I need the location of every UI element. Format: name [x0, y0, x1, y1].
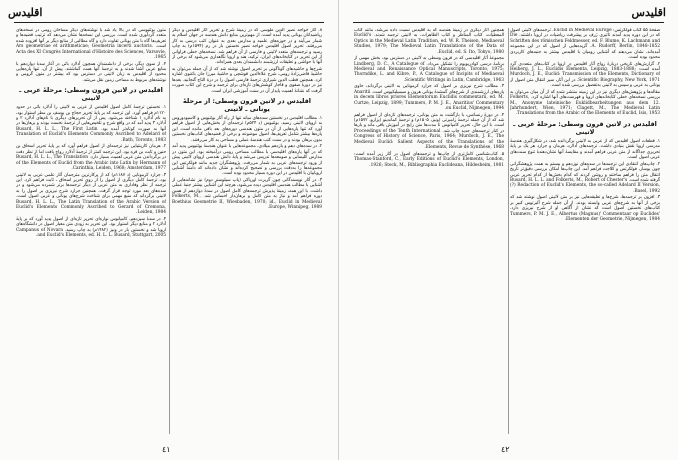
paragraph: صفحهٔ ۵۵ کتاب فولکرتس: Euclid in Medieval Europe. ترجمه‌های لاتینی اصول که در این دوره پدید آمدند تأثیری ژرف بر پیشرفت ریاضیات در اروپا داشتند. Die Schriften des römischen Feldmesser, ed. F. Blume, K. Lachmann and A. Rudorff, Berlin, 1848-1852. گزیده‌هایی از اصول که در این مجموعه آمده‌اند، نشان می‌دهند که آشنایی رومیان با اقلیدس بیشتر به جنبه‌های کاربردی محدود بوده است.: [510, 28, 660, 61]
left-page-left-column: [16, 28, 166, 438]
right-page-left-column: [354, 28, 504, 438]
paragraph: ۲. چاپ‌های انتقادی این ترجمه‌ها در سده‌های نوزدهم و بیستم به همت پژوهشگرانی چون بوسار، فولکرتس و کلاجت فراهم آمد. این چاپ‌ها امکان بررسی دقیق‌تر تاریخ انتقال متن را فراهم ساختند و روشن کردند که کدام بخش‌ها از کدام تحریر عربی گرفته شده است. Busard, H. L. L. and Folkerts, M., Robert of Chester's (?) Redaction of Euclid's Elements, the so-called Adelard II Version, Basel, 1992.: [510, 161, 660, 194]
paragraph: ۵. کتاب‌شناسی کامل‌تری از چاپ‌ها و ترجمه‌های اصول در آثار زیر آمده است: Thomas-Stanford, C., Early Editions of Euclid's Elements, London, 1926; Steck, M., Bibliographia Euclideana, Hildesheim, 1981.: [354, 151, 504, 168]
section-heading: اقلیدس در لاتین قرون وسطی: مرحلهٔ عربی ـ لاتینی: [513, 119, 657, 136]
right-page: [339, 0, 678, 460]
paragraph: متون بوئتیوسی که در بالا یاد شد با نوشته‌های دیگر مساحان رومی در نسخه‌های متعدد گردآوری شده است. بررسی این نسخه‌ها نشان می‌دهد که ترتیب قضیه‌ها و تعریف‌ها گاه با متن یونانی تفاوت دارد و گاه مطالبی از منابع دیگر بر آنها افزوده شده است. Ars geometriae et arithmeticae; Geometria incerti auctoris. Acta des XI Congrès International d'Histoire des Sciences, Varsovie, 1965.: [16, 28, 166, 61]
running-head-right: اقليدس: [631, 6, 666, 19]
paragraph: ۱. قطعات اصول اقلیدس که از عربی به لاتینی برگردانده شد، در شکل‌گیری هندسهٔ مدرسی اروپا نقش بنیادی داشت. ترجمه‌های آدلارد، هرمان و جرارد هر یک بر پایهٔ تحریری جداگانه از متن عربی فراهم آمدند و مقایسهٔ آنها نشان‌دهندهٔ تنوع سنت‌های عربی اصول است.: [510, 138, 660, 161]
paragraph: ۱. مطالب اقلیدس در نخستین سده‌های میانه تنها از راه آثار بوئتیوس و کاسیودوروس به اروپای لاتینی رسید. بوئتیوس (د ۵۲۴م) ترجمه‌ای از بخش‌هایی از اصول فراهم آورد که تنها پاره‌هایی از آن در متون هندسی دوره‌های بعد باقی مانده است. این پاره‌ها بیشتر شامل تعریف‌ها، اصول موضوعه و برخی از قضیه‌های کتاب‌های نخستین بدون برهان بودند و در سنت کتب هندسهٔ عملی و مساحی به کار می‌رفتند.: [172, 116, 322, 143]
column-divider: [508, 28, 509, 434]
paragraph: ۴. از سوی دیگر، برخی از دانشمندان همچون آدلارد باثی در آغاز سدهٔ دوازدهم با منابع عربی آشنا شدند و به ترجمهٔ آنها همت گماشتند. پیش از آن، تنها پاره‌هایی محدود از اقلیدس به زبان لاتینی در دسترس بود که بیشتر در متون گرومی و نوشته‌های مربوط به مساحی زمین نقل می‌شد.: [16, 61, 166, 83]
header-rule: [353, 22, 664, 23]
section-heading: اقلیدس در لاتین قرون وسطی: از مرحلهٔ یونانی ـ لاتینی: [183, 97, 311, 114]
right-page-right-column: [510, 28, 660, 438]
paragraph: ۳. جرارد کرمونایی (د ۱۱۸۷م) که از پرکارترین مترجمان آثار علمی عربی به لاتینی بود، ترجمهٔ کامل دیگری از اصول را از روی تحریر اسحاق ـ ثابت فراهم کرد. این ترجمه از نظر وفاداری به متن عربی از دیگر ترجمه‌ها برتر شمرده می‌شود و در سده‌های بعد مورد توجه قرار گرفت. همچنین جرارد شرح نیریزی بر اصول را به لاتینی برگرداند که منبع مهمی برای شناخت شرح‌های یونانی و عربی اصول است. Busard, H. L. L., The Latin Translation of the Arabic Version of Euclid's Elements Commonly Ascribed to Gerard of Cremona, Leiden, 1984.: [16, 172, 166, 216]
section-heading: اقلیدس در لاتین قرون وسطی: مرحلهٔ عربی ـ لاتینی: [19, 86, 163, 103]
paragraph: ۳. افزون بر ترجمه‌ها، شرح‌ها و تعلیقه‌هایی نیز بر متن لاتینی اصول نوشته شد که برخی از آنها به شرح‌های عربی وابسته بودند. از آن جمله شرح آلبرتوس کبیر بر کتاب‌های نخستین اصول است که نشان از آگاهی او از شرح نیریزی دارد. Tummers, P. M. J. E., Albertus (Magnus)' Commentaar op Euclides' Elementen der Geometrie, Nijmegen, 1984.: [510, 195, 660, 222]
header-rule: [14, 22, 324, 23]
paragraph: ۸. آثار خواجه نصیر الدین طوسی که در زمینهٔ شرح و تحریر آثار اقلیدس و دیگر ریاضیدانان یونانی پدید آمده است، از مهم‌ترین منابع دانش هندسه در جهان اسلام به شمار می‌آیند و در حوزه‌های علمیه و مدارس بعدی به عنوان کتب درسی به کار می‌رفتند. تحریر اصول اقلیدس خواجه نصیر نخستین بار در رم (۱۵۹۴م) به چاپ رسید و ترجمه‌های متعدد لاتینی و فارسی از آن فراهم شد. نسخه‌های خطی فراوانی از این تحریر در کتابخانه‌های ایران، ترکیه، هند و اروپا نگاهداری می‌شود که برخی از آنها با حواشی و تعلیقات ارزشمند دانشمندان بعدی همراه‌اند.: [172, 28, 322, 66]
paragraph: ۱. نخستین ترجمهٔ کامل اصول اقلیدس از عربی به لاتینی را آدلارد باثی در حدود ۱۱۲۰م فراهم آورد. این ترجمه که بر پایهٔ تحریر حجاج بن یوسف بن مطر استوار بود، به نام آدلارد ۱ شناخته می‌شود. پس از آن تحریرهای دیگری با نام‌های آدلارد ۲ و آدلارد ۳ پدید آمد که در واقع شرح و تلخیص‌هایی از ترجمهٔ نخست بودند و برهان‌ها در آنها به صورت کوتاه‌تر آمده بود. Busard, H. L. L., The First Latin Translation of Euclid's Elements Commonly Ascribed to Adelard of Bath, Toronto, 1983.: [16, 105, 166, 143]
paragraph: ۲. گزارش‌های تاریخی دربارهٔ رواج آثار اقلیدس در اروپا در کتاب‌های متعددی گرد آمده است: Heiberg, J. L., Euclidis Elementa, Leipzig, 1883-1888; Murdoch, J. E., Euclid: Transmission of the Elements, Dictionary of Scientific Biography, New York, 1971. در این آثار، سیر انتقال متن اصول از یونانی به عربی و سپس به لاتینی به‌تفصیل بررسی شده است.: [510, 61, 660, 89]
paragraph: ۳. در آثار نویسندگانی چون گربرت اوریاکی (پاپ سیلوستر دوم) نیز نشانه‌هایی از آشنایی با مطالب هندسی اقلیدس دیده می‌شود، هرچند این آشنایی بیشتر جنبهٔ عملی داشت. با این همه، زمینهٔ پذیرش ترجمه‌های کامل اصول در سدهٔ دوازدهم از همین دوره فراهم آمد و نیاز به متن کامل و برهان‌دار احساس شد. Folkerts, M., Boethius Geometrie II, Wiesbaden, 1970; id., Euclid in Medieval Europe, Winnipeg, 1989.: [172, 177, 322, 210]
paragraph: مقاله‌ها و پژوهش‌های دیگری نیز در این زمینه منتشر شده که از آن میان می‌توان به بررسی نسخه‌های خطی کتابخانه‌های اروپا و فهرست‌های آنها اشاره کرد. Folkerts, M., Anonyme lateinische Euklidbearbeitungen aus dem 12. Jahrhundert, Wien, 1971; Clagett, M., The Medieval Latin Translations from the Arabic of the Elements of Euclid, Isis, 1953.: [510, 89, 660, 117]
paragraph: ۲. هرمان کارینتیایی نیز ترجمه‌ای از اصول فراهم آورد که بر پایهٔ تحریر اسحاق بن حنین و ثابت بن قره بود. این ترجمه کمتر از ترجمهٔ آدلارد رواج یافت اما از نظر دقت در برگرداندن متن عربی اهمیت بسیار دارد. Busard, H. L. L., The Translation of the Elements of Euclid from the Arabic into Latin by Hermann of Carinthia, Leiden, 1968; Amsterdam, 1977.: [16, 144, 166, 171]
paragraph: ۴. در سدهٔ سیزدهم، کامپانوس نواره‌ای تحریر تازه‌ای از اصول پدید آورد که بر پایهٔ آدلارد ۲ و منابع دیگر استوار بود. این تحریر به زودی متن معیار اصول در دانشگاه‌های اروپا شد و نخستین بار در ونیز (۱۴۸۲م) به چاپ رسید. Campanus of Novara and Euclid's Elements, ed. H. L. L. Busard, Stuttgart, 2005.: [16, 216, 166, 239]
paragraph: شرح‌ها و حاشیه‌های گوناگونی بر تحریر اصول نوشته شد که از آن جمله می‌توان به حاشیهٔ قاضی‌زادهٔ رومی، شرح علاءالدین قوشچی و حاشیهٔ میرزا جان باغنوی اشاره کرد. همچنین قطب الدین شیرازی ترجمهٔ فارسی اصول را در درة التاج گنجانید. بعدها نیز در دورهٔ صفوی و قاجار کوشش‌های تازه‌ای برای ترجمه و شرح این کتاب صورت گرفت که نشانهٔ اهمیت پایدار آن در سنت آموزشی ایران است.: [172, 67, 322, 94]
paragraph: ۴. در دورهٔ رنسانس، با بازگشت به متن یونانی، ترجمه‌های تازه‌ای از اصول فراهم شد که از آن جمله ترجمهٔ زامبرتی (ونیز، ۱۵۰۵م) و ترجمهٔ کماندینو (پزارو، ۱۵۷۲م) است. با این حال، تحریر کامپانوس تا مدت‌ها متن رایج در آموزش باقی ماند و بارها در کنار ترجمه‌های جدید چاپ شد. Proceedings of the Tenth International Congress of History of Science, Paris, 1964; Murdoch, J. E., The Medieval Euclid: Salient Aspects of the Translations of the Elements, Revue de Synthèse, 1968.: [354, 112, 504, 151]
paragraph: مجموعهٔ آثار اقلیدسی که در قرون وسطی به لاتینی در دسترس بود، بخش مهمی از برنامهٔ درسی کوادریویوم را تشکیل می‌داد. Lindberg, D. C., A Catalogue of Medieval and Renaissance Optical Manuscripts, Toronto, 1975; Thorndike, L. and Kibre, P., A Catalogue of Incipits of Mediaeval Scientific Writings in Latin, Cambridge, 1963.: [354, 56, 504, 83]
page-number: ٤١: [162, 445, 171, 454]
column-divider: [169, 28, 170, 434]
page-number: ٤٢: [501, 445, 510, 454]
running-head-left: اقليدس: [8, 6, 43, 19]
paragraph: ۲. در سده‌های دهم و یازدهم میلادی، مجموعه‌هایی با عنوان هندسهٔ بوئتیوس پدید آمد که در آنها پاره‌های اقلیدسی با مطالب مساحی رومی درآمیخته بود. این متون در مدارس کلیسایی و صومعه‌ها تدریس می‌شد و پایهٔ دانش هندسی اروپای لاتینی پیش از ورود ترجمه‌های عربی به شمار می‌رفت. پژوهشگران جدید مانند فولکرتس این مجموعه‌ها را به‌دقت بررسی و تصحیح کرده‌اند و نشان داده‌اند که دامنهٔ آشنایی اروپاییان با اقلیدس در این دوره بسیار محدود بوده است.: [172, 144, 322, 177]
left-page-right-column: [172, 28, 322, 438]
paragraph: ۳. مطالب شرح نیریزی بر اصول که جرارد کرمونایی به لاتینی برگرداند، حاوی پاره‌های ارزشمندی از شرح‌های گمشدهٔ یونانی هرون و سیمپلیکیوس است. Anaritii in decem libros priores Elementorum Euclidis commentarii, ed. M. Curtze, Leipzig, 1899; Tummers, P. M. J. E., Anaritius' Commentary on Euclid, Nijmegen, 1994.: [354, 84, 504, 112]
paragraph: همچنین آثار دیگری در زمینهٔ هندسه که به اقلیدس نسبت داده می‌شد، مانند کتاب المعطیات، کتاب المناظر و کتاب الظاهرات، به لاتینی ترجمه شدند. Euclid's Optics in the Medieval Latin Tradition, ed. W. R. Theisen, Mediaeval Studies, 1979; The Medieval Latin Translations of the Data of Euclid, ed. S. Ito, Tokyo, 1980.: [354, 28, 504, 55]
